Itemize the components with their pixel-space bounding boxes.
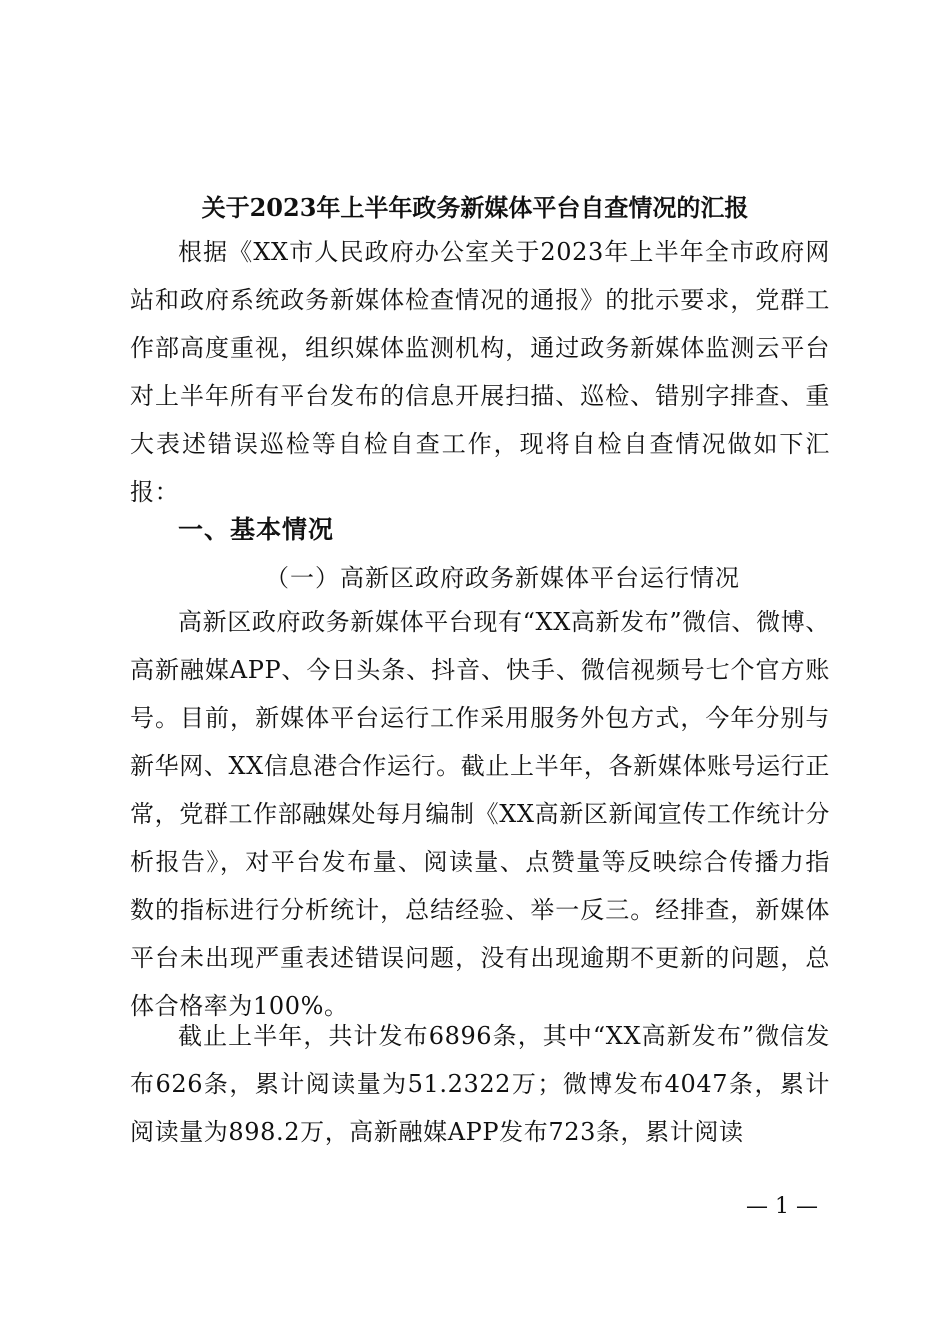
body-paragraph: 截止上半年，共计发布6896条，其中“XX高新发布”微信发布626条，累计阅读量为51.2322万；微博发布4047条，累计阅读量为898.2万，高新融媒APP发布723条，累计阅读 [130,1022,830,1146]
body-paragraph: 高新区政府政务新媒体平台现有“XX高新发布”微信、微博、高新融媒APP、今日头条、抖音、快手、微信视频号七个官方账号。目前，新媒体平台运行工作采用服务外包方式，今年分别与新华网、XX信息港合作运行。截止上半年，各新媒体账号运行正常，党群工作部融媒处每月编制《XX高新区新闻宣传工作统计分析报告》，对平台发布量、阅读量、点赞量等反映综合传播力指数的指标进行分析统计，总结经验、举一反三。经排查，新媒体平台未出现严重表述错误问题，没有出现逾期不更新的问题，总体合格率为100%。 [130,608,830,1020]
document-title: 关于2023年上半年政务新媒体平台自查情况的汇报 [201,193,749,222]
page-number: — 1 — [746,1194,818,1219]
subsection-heading: （一）高新区政府政务新媒体平台运行情况 [265,564,740,592]
section-heading: 一、基本情况 [178,515,335,544]
intro-paragraph: 根据《XX市人民政府办公室关于2023年上半年全市政府网站和政府系统政务新媒体检查情况的通报》的批示要求，党群工作部高度重视，组织媒体监测机构，通过政务新媒体监测云平台对上半年所有平台发布的信息开展扫描、巡检、错别字排查、重大表述错误巡检等自检自查工作，现将自检自查情况做如下汇报： [130,238,830,506]
